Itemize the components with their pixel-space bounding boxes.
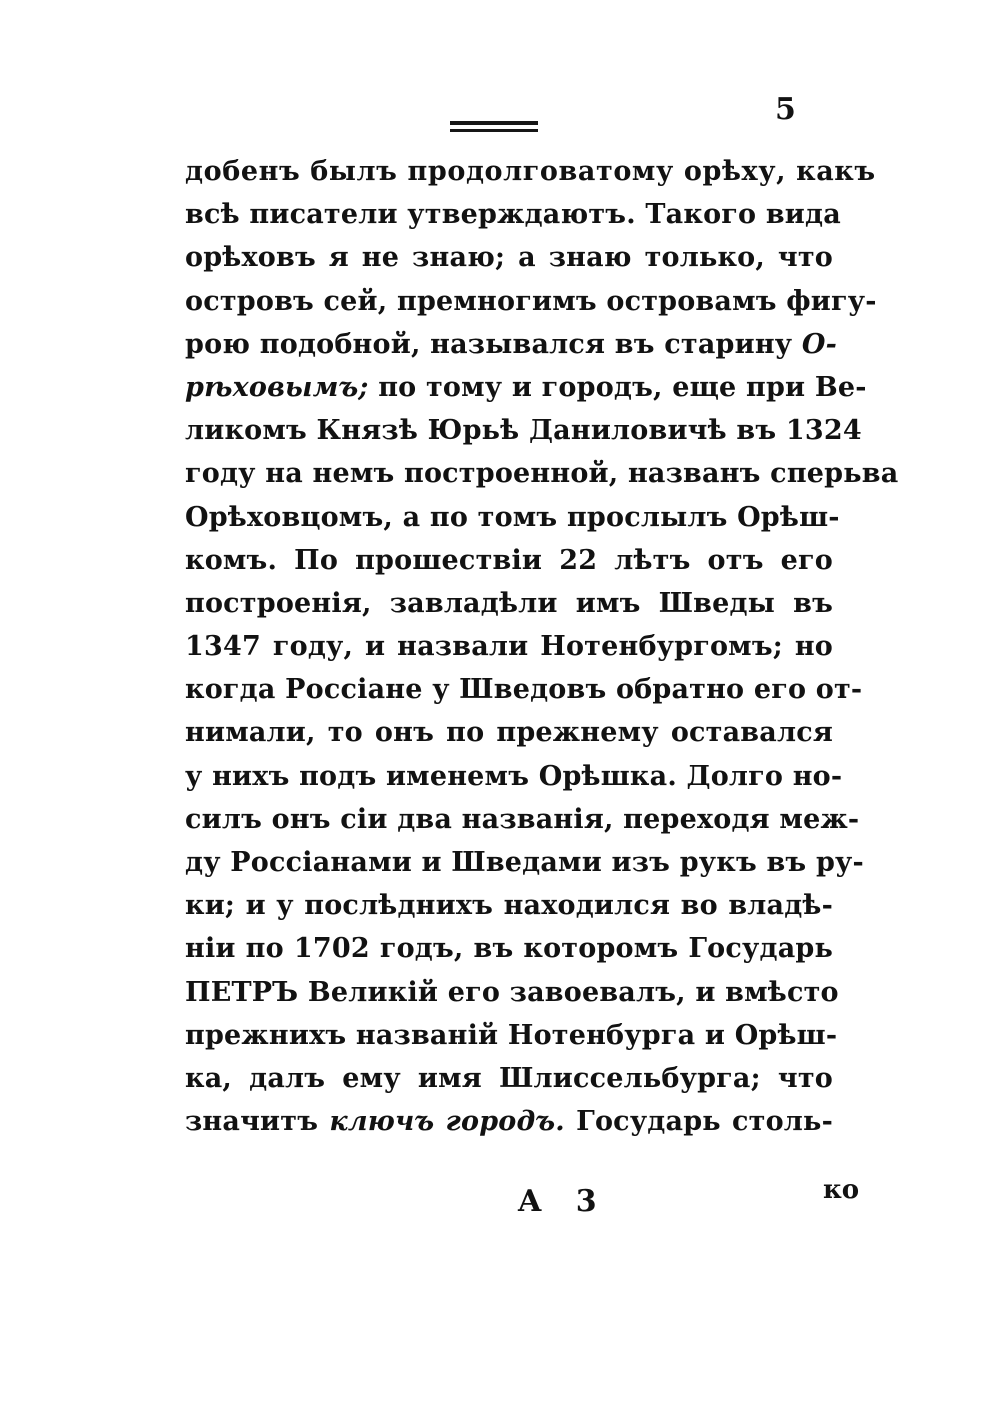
text-line-21 xyxy=(185,1014,838,1057)
text-line-17 xyxy=(185,841,864,884)
line-text: ПЕТРЪ Великій его завоевалъ, и вмѣсто xyxy=(185,976,839,1008)
line-text: ду Россіанами и Шведами изъ рукъ въ ру- xyxy=(185,847,864,878)
italic-text: О- xyxy=(801,328,838,360)
text-line-23 xyxy=(185,1100,833,1143)
line-text: Государь столь- xyxy=(564,1106,833,1138)
line-text: Орѣховцомъ, а по томъ прослылъ Орѣш- xyxy=(185,501,840,533)
line-text: году на немъ построенной, названъ сперьва xyxy=(185,458,899,490)
line-text: рою подобной, назывался въ старину xyxy=(185,328,802,360)
text-line-6 xyxy=(185,366,867,409)
text-line-11 xyxy=(185,582,833,625)
line-text: всѣ писатели утверждаютъ. Такого вида xyxy=(185,199,841,231)
line-text: орѣховъ я не знаю; а знаю только, что xyxy=(185,242,833,274)
line-text: прежнихъ названій Нотенбурга и Орѣш- xyxy=(185,1019,838,1051)
header-rule-top xyxy=(450,121,538,125)
line-text: добенъ былъ продолговатому орѣху, какъ xyxy=(185,156,876,187)
line-text: островъ сей, премногимъ островамъ фигу- xyxy=(185,285,877,317)
line-text: по тому и городъ, еще при Ве- xyxy=(368,371,867,403)
line-text: значитъ xyxy=(185,1106,330,1138)
italic-text: рѣховымъ; xyxy=(185,371,369,403)
catchword: ко xyxy=(823,1175,860,1205)
text-line-7 xyxy=(185,409,862,452)
line-text: 1347 году, и назвали Нотенбургомъ; но xyxy=(185,631,833,663)
italic-text: ключъ городъ. xyxy=(329,1106,565,1138)
text-line-8 xyxy=(185,452,899,495)
line-text: ніи по 1702 годъ, въ которомъ Государь xyxy=(185,933,833,965)
text-line-16 xyxy=(185,798,860,841)
text-line-5 xyxy=(185,323,838,366)
line-text: ликомъ Князѣ Юрьѣ Даниловичѣ въ 1324 xyxy=(185,415,862,447)
text-line-1 xyxy=(185,150,876,193)
text-line-22 xyxy=(185,1057,833,1100)
line-text: комъ. По прошествіи 22 лѣтъ отъ его xyxy=(185,544,833,576)
text-line-20 xyxy=(185,971,839,1014)
text-line-19 xyxy=(185,927,833,970)
text-line-18 xyxy=(185,884,833,927)
text-line-3 xyxy=(185,236,833,279)
line-text: ки; и у послѣднихъ находился во владѣ- xyxy=(185,890,833,922)
line-text: когда Россіане у Шведовъ обратно его от- xyxy=(185,674,863,706)
line-text: у нихъ подъ именемъ Орѣшка. Долго но- xyxy=(185,760,843,792)
line-text: нимали, то онъ по прежнему оставался xyxy=(185,717,833,749)
signature-mark: A 3 xyxy=(518,1184,609,1219)
text-line-14 xyxy=(185,711,833,754)
line-text: силъ онъ сіи два названія, переходя меж- xyxy=(185,803,860,835)
line-text: построенія, завладѣли имъ Шведы въ xyxy=(185,587,833,619)
line-text: ка, далъ ему имя Шлиссельбурга; что xyxy=(185,1062,833,1094)
text-line-12 xyxy=(185,625,833,668)
text-line-9 xyxy=(185,496,840,539)
text-line-4 xyxy=(185,280,877,323)
header-rule-bottom xyxy=(450,129,538,132)
page-number: 5 xyxy=(775,92,796,127)
text-line-15 xyxy=(185,755,843,798)
text-line-13 xyxy=(185,668,863,711)
body-text xyxy=(185,150,899,1143)
text-line-10 xyxy=(185,539,833,582)
text-line-2 xyxy=(185,193,841,236)
